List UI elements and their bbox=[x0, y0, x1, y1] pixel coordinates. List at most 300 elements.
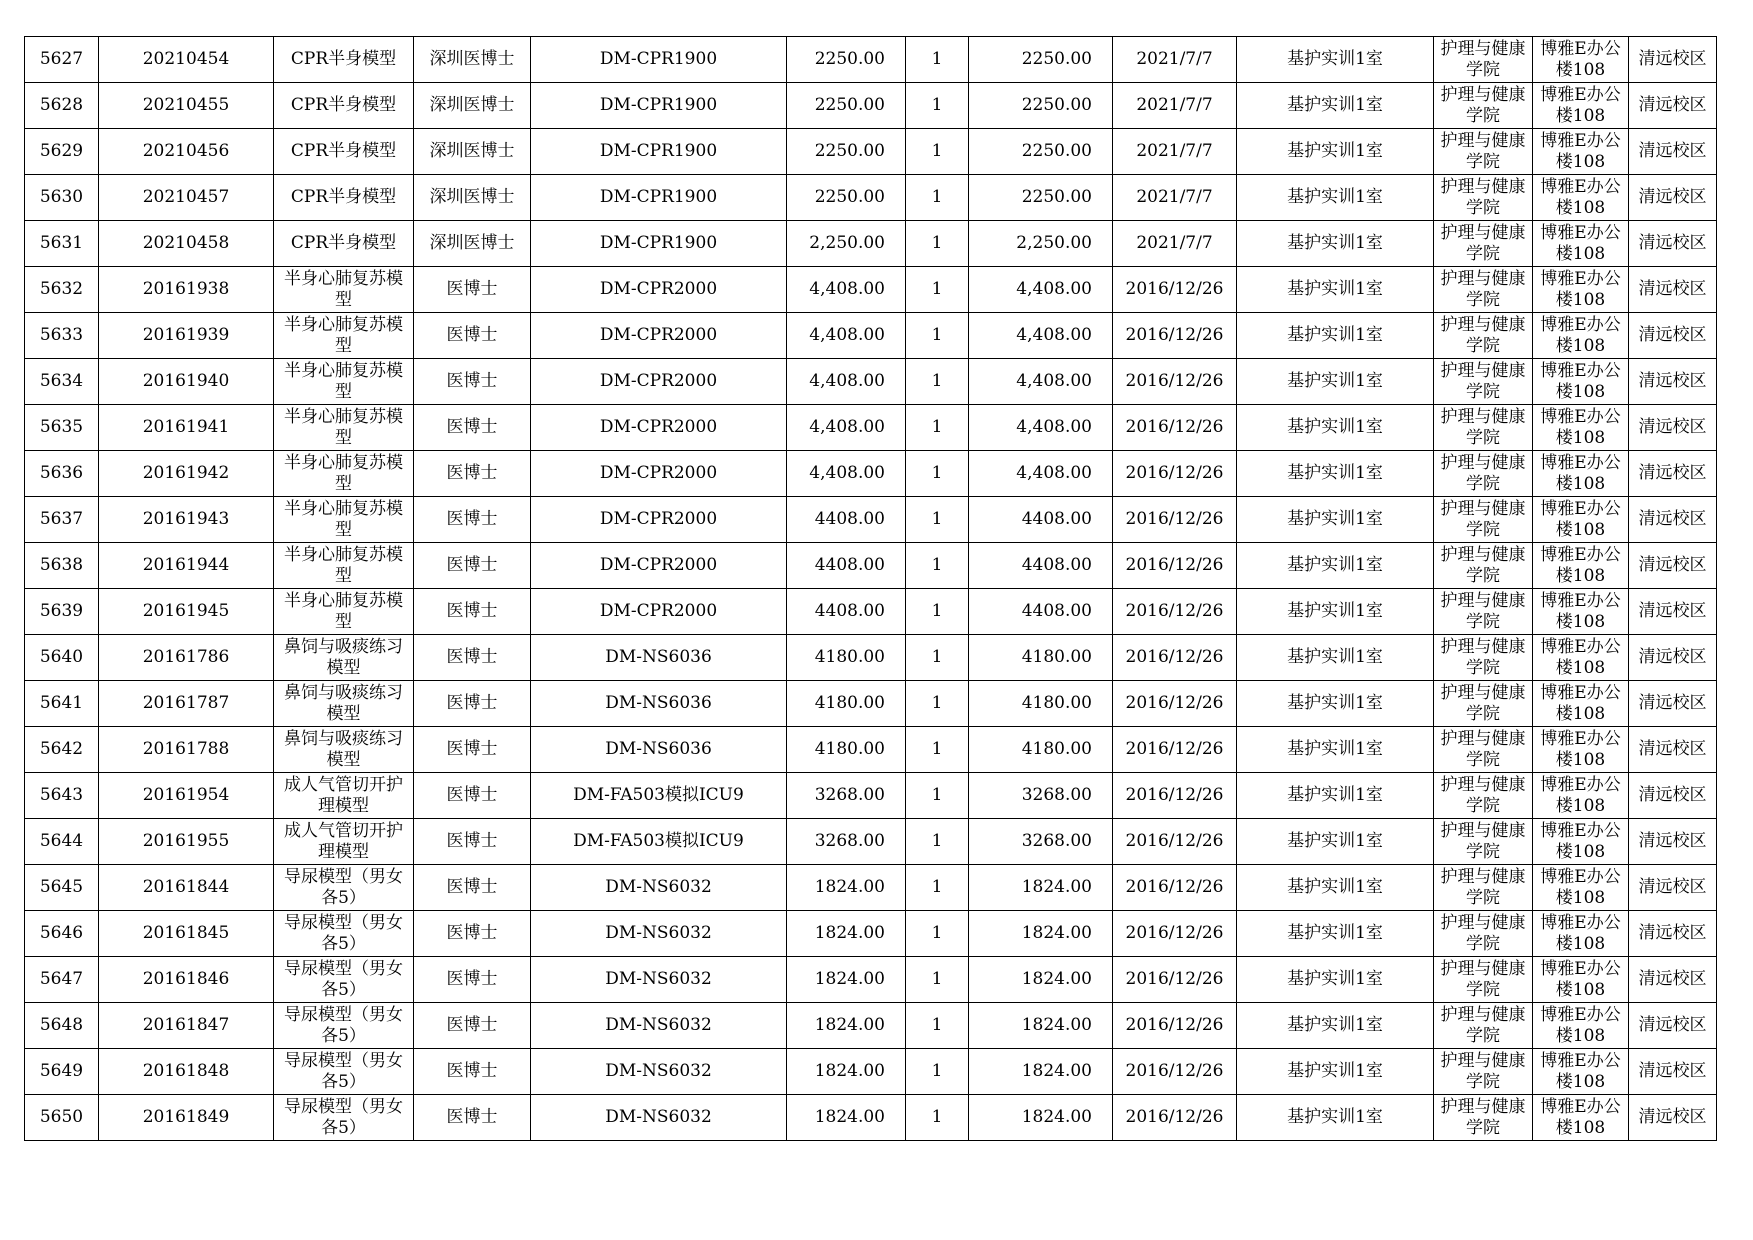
cell-total-price: 1824.00 bbox=[969, 1095, 1113, 1141]
cell-row-index: 5632 bbox=[25, 267, 99, 313]
cell-quantity: 1 bbox=[906, 635, 969, 681]
cell-purchase-date: 2016/12/26 bbox=[1113, 451, 1237, 497]
cell-campus: 清远校区 bbox=[1629, 865, 1717, 911]
cell-row-index: 5639 bbox=[25, 589, 99, 635]
cell-manufacturer: 医博士 bbox=[414, 1095, 531, 1141]
cell-model: DM-CPR1900 bbox=[531, 221, 787, 267]
cell-location: 博雅E办公楼108 bbox=[1533, 865, 1629, 911]
cell-total-price: 2,250.00 bbox=[969, 221, 1113, 267]
cell-department: 护理与健康学院 bbox=[1434, 865, 1533, 911]
cell-row-index: 5638 bbox=[25, 543, 99, 589]
cell-item-name: 鼻饲与吸痰练习模型 bbox=[274, 681, 414, 727]
table-row bbox=[25, 175, 1717, 221]
cell-manufacturer: 医博士 bbox=[414, 1049, 531, 1095]
cell-asset-id: 20161954 bbox=[99, 773, 274, 819]
cell-location: 博雅E办公楼108 bbox=[1533, 681, 1629, 727]
cell-location: 博雅E办公楼108 bbox=[1533, 635, 1629, 681]
cell-quantity: 1 bbox=[906, 1095, 969, 1141]
cell-manufacturer: 医博士 bbox=[414, 635, 531, 681]
cell-quantity: 1 bbox=[906, 221, 969, 267]
cell-asset-id: 20161942 bbox=[99, 451, 274, 497]
cell-campus: 清远校区 bbox=[1629, 221, 1717, 267]
cell-location: 博雅E办公楼108 bbox=[1533, 819, 1629, 865]
table-row bbox=[25, 405, 1717, 451]
cell-item-name: 成人气管切开护理模型 bbox=[274, 773, 414, 819]
cell-purchase-date: 2016/12/26 bbox=[1113, 497, 1237, 543]
cell-quantity: 1 bbox=[906, 313, 969, 359]
cell-campus: 清远校区 bbox=[1629, 589, 1717, 635]
table-row bbox=[25, 957, 1717, 1003]
cell-manufacturer: 深圳医博士 bbox=[414, 175, 531, 221]
cell-purchase-date: 2016/12/26 bbox=[1113, 313, 1237, 359]
cell-unit-price: 4,408.00 bbox=[787, 313, 906, 359]
cell-total-price: 2250.00 bbox=[969, 37, 1113, 83]
cell-quantity: 1 bbox=[906, 129, 969, 175]
cell-manufacturer: 医博士 bbox=[414, 313, 531, 359]
cell-purchase-date: 2016/12/26 bbox=[1113, 819, 1237, 865]
cell-unit-price: 4,408.00 bbox=[787, 267, 906, 313]
cell-asset-id: 20161788 bbox=[99, 727, 274, 773]
cell-item-name: CPR半身模型 bbox=[274, 37, 414, 83]
cell-department: 护理与健康学院 bbox=[1434, 83, 1533, 129]
cell-unit-price: 3268.00 bbox=[787, 773, 906, 819]
cell-room: 基护实训1室 bbox=[1237, 313, 1434, 359]
cell-location: 博雅E办公楼108 bbox=[1533, 313, 1629, 359]
cell-room: 基护实训1室 bbox=[1237, 129, 1434, 175]
table-row bbox=[25, 83, 1717, 129]
cell-manufacturer: 医博士 bbox=[414, 865, 531, 911]
cell-quantity: 1 bbox=[906, 267, 969, 313]
cell-total-price: 2250.00 bbox=[969, 129, 1113, 175]
cell-manufacturer: 医博士 bbox=[414, 681, 531, 727]
cell-total-price: 4180.00 bbox=[969, 635, 1113, 681]
cell-unit-price: 3268.00 bbox=[787, 819, 906, 865]
table-row bbox=[25, 1049, 1717, 1095]
cell-item-name: 半身心肺复苏模型 bbox=[274, 589, 414, 635]
cell-row-index: 5650 bbox=[25, 1095, 99, 1141]
cell-room: 基护实训1室 bbox=[1237, 635, 1434, 681]
cell-asset-id: 20161940 bbox=[99, 359, 274, 405]
cell-purchase-date: 2021/7/7 bbox=[1113, 37, 1237, 83]
cell-model: DM-NS6032 bbox=[531, 911, 787, 957]
cell-campus: 清远校区 bbox=[1629, 83, 1717, 129]
cell-unit-price: 4408.00 bbox=[787, 543, 906, 589]
cell-row-index: 5628 bbox=[25, 83, 99, 129]
cell-location: 博雅E办公楼108 bbox=[1533, 267, 1629, 313]
cell-campus: 清远校区 bbox=[1629, 267, 1717, 313]
cell-campus: 清远校区 bbox=[1629, 543, 1717, 589]
cell-department: 护理与健康学院 bbox=[1434, 37, 1533, 83]
table-row bbox=[25, 773, 1717, 819]
cell-purchase-date: 2016/12/26 bbox=[1113, 1049, 1237, 1095]
cell-campus: 清远校区 bbox=[1629, 405, 1717, 451]
cell-asset-id: 20161955 bbox=[99, 819, 274, 865]
cell-manufacturer: 医博士 bbox=[414, 727, 531, 773]
cell-asset-id: 20161846 bbox=[99, 957, 274, 1003]
cell-asset-id: 20161849 bbox=[99, 1095, 274, 1141]
cell-campus: 清远校区 bbox=[1629, 313, 1717, 359]
cell-department: 护理与健康学院 bbox=[1434, 1049, 1533, 1095]
cell-purchase-date: 2016/12/26 bbox=[1113, 727, 1237, 773]
cell-department: 护理与健康学院 bbox=[1434, 773, 1533, 819]
cell-department: 护理与健康学院 bbox=[1434, 313, 1533, 359]
cell-department: 护理与健康学院 bbox=[1434, 497, 1533, 543]
cell-total-price: 4180.00 bbox=[969, 727, 1113, 773]
cell-location: 博雅E办公楼108 bbox=[1533, 589, 1629, 635]
cell-total-price: 1824.00 bbox=[969, 957, 1113, 1003]
cell-quantity: 1 bbox=[906, 1049, 969, 1095]
cell-row-index: 5640 bbox=[25, 635, 99, 681]
cell-item-name: 导尿模型（男女各5） bbox=[274, 1049, 414, 1095]
cell-model: DM-CPR2000 bbox=[531, 405, 787, 451]
cell-room: 基护实训1室 bbox=[1237, 1049, 1434, 1095]
cell-asset-id: 20161845 bbox=[99, 911, 274, 957]
cell-quantity: 1 bbox=[906, 911, 969, 957]
cell-quantity: 1 bbox=[906, 727, 969, 773]
cell-quantity: 1 bbox=[906, 359, 969, 405]
cell-model: DM-NS6032 bbox=[531, 865, 787, 911]
cell-item-name: 半身心肺复苏模型 bbox=[274, 497, 414, 543]
cell-unit-price: 2250.00 bbox=[787, 175, 906, 221]
cell-department: 护理与健康学院 bbox=[1434, 911, 1533, 957]
cell-quantity: 1 bbox=[906, 543, 969, 589]
cell-manufacturer: 深圳医博士 bbox=[414, 83, 531, 129]
cell-manufacturer: 医博士 bbox=[414, 267, 531, 313]
cell-model: DM-CPR2000 bbox=[531, 543, 787, 589]
cell-department: 护理与健康学院 bbox=[1434, 819, 1533, 865]
cell-manufacturer: 医博士 bbox=[414, 911, 531, 957]
cell-item-name: 导尿模型（男女各5） bbox=[274, 957, 414, 1003]
cell-manufacturer: 深圳医博士 bbox=[414, 37, 531, 83]
cell-purchase-date: 2021/7/7 bbox=[1113, 175, 1237, 221]
cell-asset-id: 20210455 bbox=[99, 83, 274, 129]
cell-room: 基护实训1室 bbox=[1237, 957, 1434, 1003]
cell-quantity: 1 bbox=[906, 497, 969, 543]
cell-quantity: 1 bbox=[906, 589, 969, 635]
cell-model: DM-CPR1900 bbox=[531, 83, 787, 129]
cell-location: 博雅E办公楼108 bbox=[1533, 451, 1629, 497]
cell-manufacturer: 医博士 bbox=[414, 359, 531, 405]
cell-room: 基护实训1室 bbox=[1237, 911, 1434, 957]
cell-department: 护理与健康学院 bbox=[1434, 405, 1533, 451]
cell-row-index: 5635 bbox=[25, 405, 99, 451]
cell-location: 博雅E办公楼108 bbox=[1533, 727, 1629, 773]
cell-department: 护理与健康学院 bbox=[1434, 681, 1533, 727]
cell-item-name: 鼻饲与吸痰练习模型 bbox=[274, 635, 414, 681]
cell-total-price: 4,408.00 bbox=[969, 451, 1113, 497]
cell-campus: 清远校区 bbox=[1629, 1049, 1717, 1095]
cell-location: 博雅E办公楼108 bbox=[1533, 405, 1629, 451]
cell-campus: 清远校区 bbox=[1629, 957, 1717, 1003]
cell-model: DM-NS6036 bbox=[531, 635, 787, 681]
cell-model: DM-NS6032 bbox=[531, 1095, 787, 1141]
cell-asset-id: 20161844 bbox=[99, 865, 274, 911]
cell-room: 基护实训1室 bbox=[1237, 865, 1434, 911]
cell-total-price: 4180.00 bbox=[969, 681, 1113, 727]
cell-location: 博雅E办公楼108 bbox=[1533, 1095, 1629, 1141]
cell-location: 博雅E办公楼108 bbox=[1533, 37, 1629, 83]
cell-total-price: 2250.00 bbox=[969, 175, 1113, 221]
cell-campus: 清远校区 bbox=[1629, 37, 1717, 83]
table-row bbox=[25, 635, 1717, 681]
cell-room: 基护实训1室 bbox=[1237, 819, 1434, 865]
cell-total-price: 4,408.00 bbox=[969, 359, 1113, 405]
cell-manufacturer: 医博士 bbox=[414, 819, 531, 865]
cell-total-price: 4408.00 bbox=[969, 589, 1113, 635]
table-row bbox=[25, 819, 1717, 865]
cell-manufacturer: 医博士 bbox=[414, 773, 531, 819]
cell-unit-price: 4408.00 bbox=[787, 589, 906, 635]
cell-unit-price: 2250.00 bbox=[787, 37, 906, 83]
cell-campus: 清远校区 bbox=[1629, 727, 1717, 773]
cell-purchase-date: 2016/12/26 bbox=[1113, 911, 1237, 957]
cell-unit-price: 4180.00 bbox=[787, 681, 906, 727]
cell-department: 护理与健康学院 bbox=[1434, 451, 1533, 497]
cell-manufacturer: 医博士 bbox=[414, 497, 531, 543]
cell-row-index: 5633 bbox=[25, 313, 99, 359]
cell-unit-price: 2,250.00 bbox=[787, 221, 906, 267]
cell-item-name: 导尿模型（男女各5） bbox=[274, 865, 414, 911]
cell-total-price: 2250.00 bbox=[969, 83, 1113, 129]
table-row bbox=[25, 1003, 1717, 1049]
cell-location: 博雅E办公楼108 bbox=[1533, 221, 1629, 267]
cell-room: 基护实训1室 bbox=[1237, 221, 1434, 267]
cell-row-index: 5649 bbox=[25, 1049, 99, 1095]
cell-total-price: 3268.00 bbox=[969, 773, 1113, 819]
cell-quantity: 1 bbox=[906, 405, 969, 451]
table-row bbox=[25, 37, 1717, 83]
cell-location: 博雅E办公楼108 bbox=[1533, 1003, 1629, 1049]
cell-item-name: 半身心肺复苏模型 bbox=[274, 359, 414, 405]
cell-quantity: 1 bbox=[906, 175, 969, 221]
cell-asset-id: 20161786 bbox=[99, 635, 274, 681]
cell-model: DM-NS6032 bbox=[531, 1049, 787, 1095]
cell-model: DM-CPR1900 bbox=[531, 175, 787, 221]
cell-model: DM-CPR2000 bbox=[531, 589, 787, 635]
cell-item-name: 成人气管切开护理模型 bbox=[274, 819, 414, 865]
cell-purchase-date: 2016/12/26 bbox=[1113, 957, 1237, 1003]
cell-asset-id: 20210454 bbox=[99, 37, 274, 83]
cell-purchase-date: 2021/7/7 bbox=[1113, 83, 1237, 129]
cell-item-name: 半身心肺复苏模型 bbox=[274, 451, 414, 497]
cell-purchase-date: 2021/7/7 bbox=[1113, 221, 1237, 267]
cell-manufacturer: 医博士 bbox=[414, 405, 531, 451]
cell-quantity: 1 bbox=[906, 1003, 969, 1049]
cell-department: 护理与健康学院 bbox=[1434, 1095, 1533, 1141]
cell-model: DM-CPR1900 bbox=[531, 37, 787, 83]
cell-model: DM-CPR2000 bbox=[531, 497, 787, 543]
cell-asset-id: 20161945 bbox=[99, 589, 274, 635]
cell-department: 护理与健康学院 bbox=[1434, 635, 1533, 681]
cell-department: 护理与健康学院 bbox=[1434, 221, 1533, 267]
cell-item-name: 导尿模型（男女各5） bbox=[274, 911, 414, 957]
table-row bbox=[25, 221, 1717, 267]
cell-department: 护理与健康学院 bbox=[1434, 1003, 1533, 1049]
cell-model: DM-CPR2000 bbox=[531, 313, 787, 359]
cell-asset-id: 20210458 bbox=[99, 221, 274, 267]
table-row bbox=[25, 911, 1717, 957]
cell-manufacturer: 医博士 bbox=[414, 1003, 531, 1049]
cell-purchase-date: 2016/12/26 bbox=[1113, 773, 1237, 819]
cell-asset-id: 20161787 bbox=[99, 681, 274, 727]
cell-unit-price: 2250.00 bbox=[787, 129, 906, 175]
cell-manufacturer: 医博士 bbox=[414, 589, 531, 635]
cell-quantity: 1 bbox=[906, 865, 969, 911]
cell-item-name: 半身心肺复苏模型 bbox=[274, 267, 414, 313]
cell-quantity: 1 bbox=[906, 37, 969, 83]
table-row bbox=[25, 543, 1717, 589]
cell-purchase-date: 2016/12/26 bbox=[1113, 543, 1237, 589]
cell-department: 护理与健康学院 bbox=[1434, 727, 1533, 773]
cell-item-name: 半身心肺复苏模型 bbox=[274, 313, 414, 359]
cell-item-name: 半身心肺复苏模型 bbox=[274, 543, 414, 589]
cell-campus: 清远校区 bbox=[1629, 681, 1717, 727]
asset-table bbox=[24, 36, 1717, 1141]
cell-purchase-date: 2016/12/26 bbox=[1113, 267, 1237, 313]
cell-purchase-date: 2016/12/26 bbox=[1113, 635, 1237, 681]
cell-row-index: 5644 bbox=[25, 819, 99, 865]
cell-purchase-date: 2016/12/26 bbox=[1113, 865, 1237, 911]
cell-unit-price: 1824.00 bbox=[787, 1003, 906, 1049]
cell-manufacturer: 医博士 bbox=[414, 957, 531, 1003]
cell-total-price: 1824.00 bbox=[969, 1049, 1113, 1095]
cell-asset-id: 20161941 bbox=[99, 405, 274, 451]
cell-unit-price: 4,408.00 bbox=[787, 451, 906, 497]
cell-campus: 清远校区 bbox=[1629, 175, 1717, 221]
cell-unit-price: 4,408.00 bbox=[787, 359, 906, 405]
cell-total-price: 4,408.00 bbox=[969, 405, 1113, 451]
cell-campus: 清远校区 bbox=[1629, 451, 1717, 497]
cell-room: 基护实训1室 bbox=[1237, 359, 1434, 405]
cell-row-index: 5636 bbox=[25, 451, 99, 497]
cell-asset-id: 20161943 bbox=[99, 497, 274, 543]
cell-room: 基护实训1室 bbox=[1237, 405, 1434, 451]
cell-model: DM-NS6036 bbox=[531, 681, 787, 727]
cell-item-name: 导尿模型（男女各5） bbox=[274, 1003, 414, 1049]
cell-campus: 清远校区 bbox=[1629, 1003, 1717, 1049]
cell-quantity: 1 bbox=[906, 451, 969, 497]
cell-asset-id: 20161848 bbox=[99, 1049, 274, 1095]
cell-quantity: 1 bbox=[906, 819, 969, 865]
cell-model: DM-CPR2000 bbox=[531, 267, 787, 313]
cell-room: 基护实训1室 bbox=[1237, 681, 1434, 727]
cell-department: 护理与健康学院 bbox=[1434, 543, 1533, 589]
cell-purchase-date: 2016/12/26 bbox=[1113, 589, 1237, 635]
cell-model: DM-CPR2000 bbox=[531, 451, 787, 497]
cell-model: DM-NS6036 bbox=[531, 727, 787, 773]
cell-purchase-date: 2016/12/26 bbox=[1113, 359, 1237, 405]
cell-purchase-date: 2016/12/26 bbox=[1113, 405, 1237, 451]
cell-row-index: 5642 bbox=[25, 727, 99, 773]
cell-manufacturer: 医博士 bbox=[414, 543, 531, 589]
cell-room: 基护实训1室 bbox=[1237, 175, 1434, 221]
cell-row-index: 5627 bbox=[25, 37, 99, 83]
table-row bbox=[25, 681, 1717, 727]
cell-campus: 清远校区 bbox=[1629, 819, 1717, 865]
cell-item-name: 半身心肺复苏模型 bbox=[274, 405, 414, 451]
cell-quantity: 1 bbox=[906, 957, 969, 1003]
cell-location: 博雅E办公楼108 bbox=[1533, 83, 1629, 129]
cell-location: 博雅E办公楼108 bbox=[1533, 543, 1629, 589]
table-row bbox=[25, 359, 1717, 405]
cell-row-index: 5647 bbox=[25, 957, 99, 1003]
cell-location: 博雅E办公楼108 bbox=[1533, 497, 1629, 543]
cell-total-price: 1824.00 bbox=[969, 911, 1113, 957]
cell-department: 护理与健康学院 bbox=[1434, 359, 1533, 405]
cell-room: 基护实训1室 bbox=[1237, 37, 1434, 83]
cell-department: 护理与健康学院 bbox=[1434, 267, 1533, 313]
cell-purchase-date: 2016/12/26 bbox=[1113, 1003, 1237, 1049]
cell-model: DM-CPR2000 bbox=[531, 359, 787, 405]
cell-quantity: 1 bbox=[906, 83, 969, 129]
cell-total-price: 1824.00 bbox=[969, 865, 1113, 911]
cell-item-name: 鼻饲与吸痰练习模型 bbox=[274, 727, 414, 773]
cell-room: 基护实训1室 bbox=[1237, 83, 1434, 129]
cell-total-price: 4,408.00 bbox=[969, 313, 1113, 359]
table-row bbox=[25, 497, 1717, 543]
table-row bbox=[25, 865, 1717, 911]
cell-row-index: 5630 bbox=[25, 175, 99, 221]
cell-row-index: 5643 bbox=[25, 773, 99, 819]
cell-room: 基护实训1室 bbox=[1237, 543, 1434, 589]
cell-campus: 清远校区 bbox=[1629, 129, 1717, 175]
cell-manufacturer: 深圳医博士 bbox=[414, 129, 531, 175]
cell-model: DM-FA503模拟ICU9 bbox=[531, 773, 787, 819]
cell-unit-price: 4180.00 bbox=[787, 635, 906, 681]
cell-campus: 清远校区 bbox=[1629, 359, 1717, 405]
cell-room: 基护实训1室 bbox=[1237, 497, 1434, 543]
cell-row-index: 5641 bbox=[25, 681, 99, 727]
cell-item-name: CPR半身模型 bbox=[274, 83, 414, 129]
cell-location: 博雅E办公楼108 bbox=[1533, 773, 1629, 819]
cell-room: 基护实训1室 bbox=[1237, 589, 1434, 635]
table-row bbox=[25, 451, 1717, 497]
cell-purchase-date: 2016/12/26 bbox=[1113, 1095, 1237, 1141]
cell-model: DM-NS6032 bbox=[531, 957, 787, 1003]
cell-unit-price: 4,408.00 bbox=[787, 405, 906, 451]
table-row bbox=[25, 129, 1717, 175]
cell-quantity: 1 bbox=[906, 773, 969, 819]
cell-row-index: 5646 bbox=[25, 911, 99, 957]
cell-row-index: 5631 bbox=[25, 221, 99, 267]
cell-item-name: 导尿模型（男女各5） bbox=[274, 1095, 414, 1141]
cell-unit-price: 1824.00 bbox=[787, 865, 906, 911]
cell-department: 护理与健康学院 bbox=[1434, 175, 1533, 221]
cell-purchase-date: 2021/7/7 bbox=[1113, 129, 1237, 175]
cell-model: DM-FA503模拟ICU9 bbox=[531, 819, 787, 865]
cell-row-index: 5634 bbox=[25, 359, 99, 405]
table-row bbox=[25, 1095, 1717, 1141]
table-row bbox=[25, 267, 1717, 313]
cell-location: 博雅E办公楼108 bbox=[1533, 129, 1629, 175]
cell-row-index: 5629 bbox=[25, 129, 99, 175]
cell-campus: 清远校区 bbox=[1629, 773, 1717, 819]
cell-unit-price: 1824.00 bbox=[787, 1095, 906, 1141]
cell-item-name: CPR半身模型 bbox=[274, 221, 414, 267]
cell-department: 护理与健康学院 bbox=[1434, 589, 1533, 635]
cell-room: 基护实训1室 bbox=[1237, 1003, 1434, 1049]
cell-model: DM-CPR1900 bbox=[531, 129, 787, 175]
cell-manufacturer: 深圳医博士 bbox=[414, 221, 531, 267]
cell-room: 基护实训1室 bbox=[1237, 727, 1434, 773]
cell-asset-id: 20210457 bbox=[99, 175, 274, 221]
cell-row-index: 5637 bbox=[25, 497, 99, 543]
cell-item-name: CPR半身模型 bbox=[274, 129, 414, 175]
cell-location: 博雅E办公楼108 bbox=[1533, 359, 1629, 405]
cell-unit-price: 2250.00 bbox=[787, 83, 906, 129]
cell-item-name: CPR半身模型 bbox=[274, 175, 414, 221]
cell-unit-price: 1824.00 bbox=[787, 911, 906, 957]
